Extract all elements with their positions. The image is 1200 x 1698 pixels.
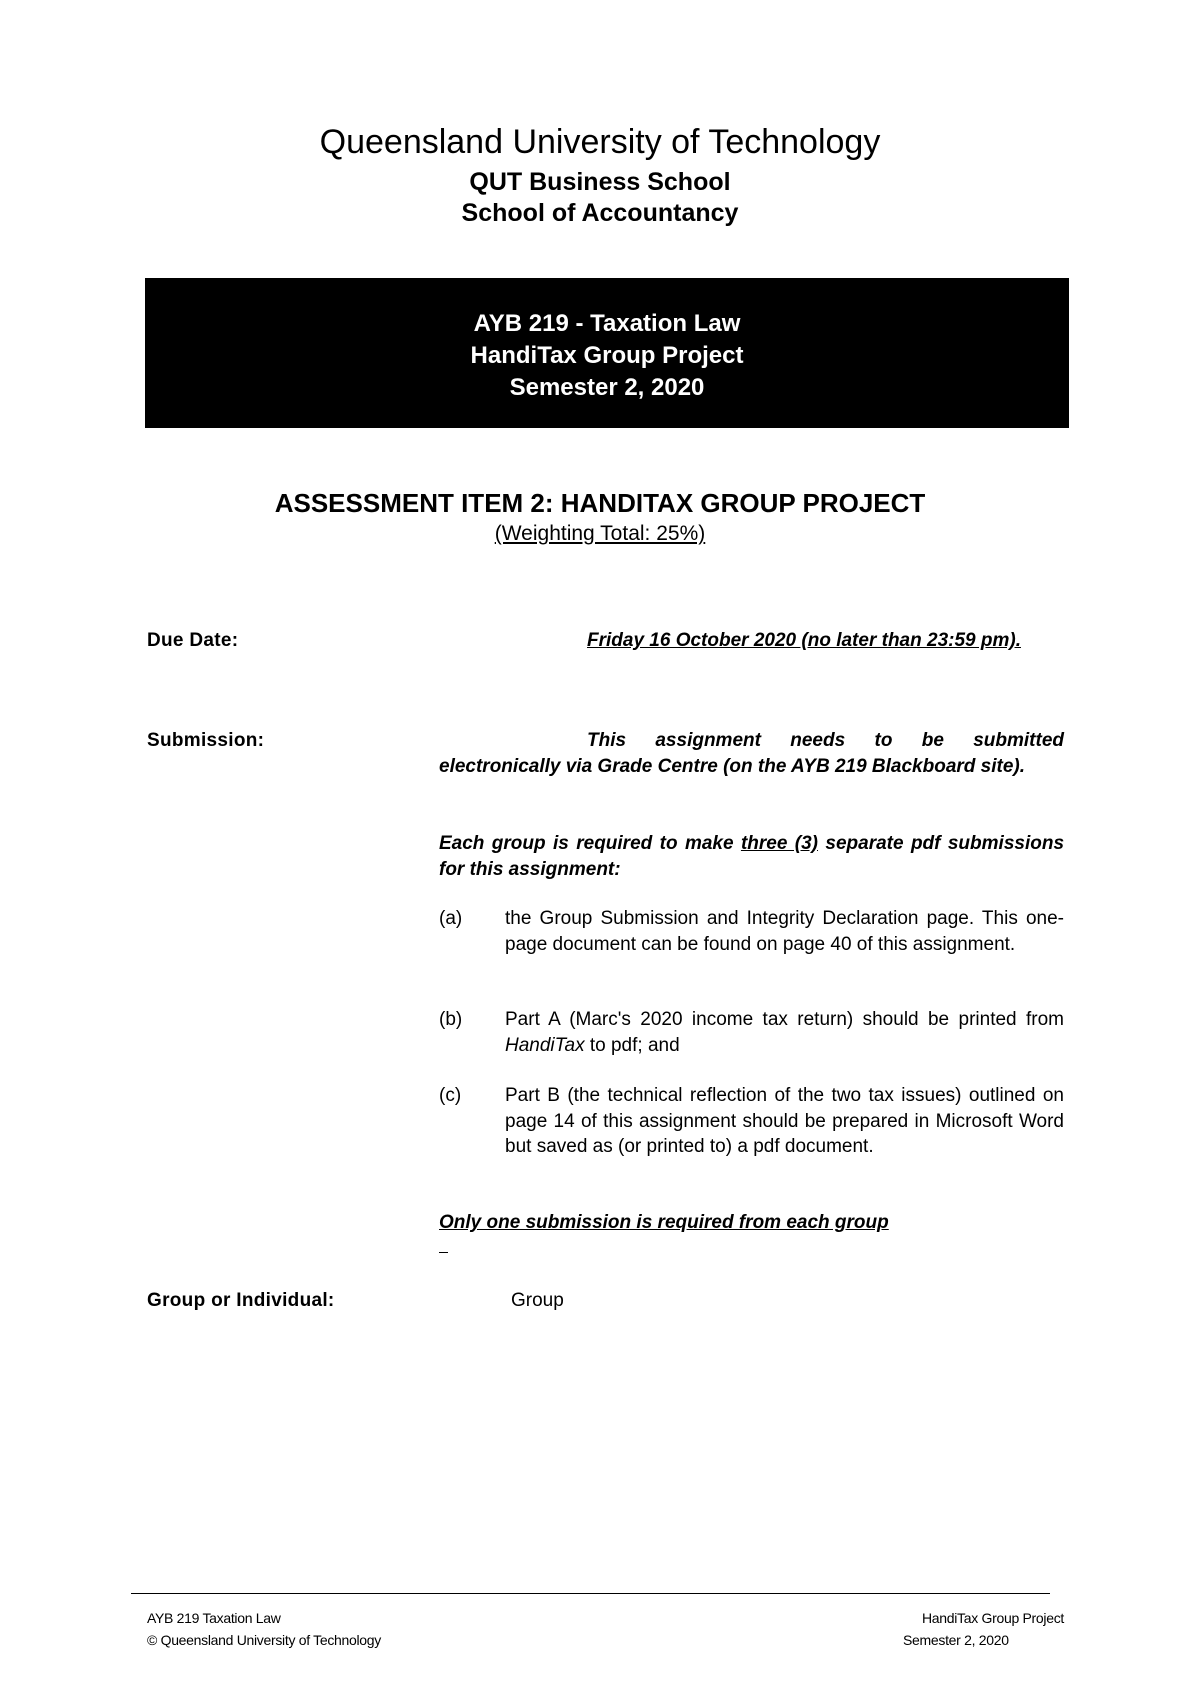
list-marker: (b) [439, 1009, 463, 1030]
school-name: QUT Business School [469, 168, 731, 196]
requirement-text-start: Each group is required to make [439, 833, 741, 854]
footer-right-line2: Semester 2, 2020 [903, 1632, 1009, 1648]
list-item-text [505, 1007, 1064, 1058]
submission-intro: This assignment needs to be submitted electronically via Grade Centre (on the AYB 219 Blackboard site). [439, 730, 1064, 777]
list-item [439, 1007, 1064, 1058]
university-title: Queensland University of Technology [319, 123, 881, 161]
footer-left-line2: © Queensland University of Technology [147, 1632, 381, 1648]
semester-title: Semester 2, 2020 [509, 374, 705, 401]
footer-right-line1: HandiTax Group Project [921, 1610, 1064, 1626]
list-item-text-end: to pdf; and [584, 1034, 680, 1056]
unit-banner [145, 278, 1069, 428]
list-marker: (a) [439, 908, 463, 929]
group-value: Group [511, 1290, 564, 1311]
department-name: School of Accountancy [461, 199, 739, 227]
submission-requirement [439, 831, 1064, 882]
unit-title: AYB 219 - Taxation Law [473, 310, 741, 337]
due-date-label: Due Date: [147, 630, 239, 651]
list-item-text: the Group Submission and Integrity Declaration page. This one-page document can be found on page 40 of this assignment. [505, 908, 1064, 955]
text-dash [439, 1252, 448, 1253]
list-item-text-start: Part A (Marc's 2020 income tax return) should be printed from [505, 1009, 1064, 1030]
list-item [439, 906, 1064, 957]
list-marker: (c) [439, 1085, 462, 1106]
footer-left-line1: AYB 219 Taxation Law [147, 1610, 281, 1626]
list-item-text: Part B (the technical reflection of the two tax issues) outlined on page 14 of this assignment should be prepared in Microsoft Word but saved as (or printed to) a pdf document. [505, 1085, 1064, 1157]
assessment-heading: ASSESSMENT ITEM 2: HANDITAX GROUP PROJECT [274, 488, 926, 518]
due-date-value: Friday 16 October 2020 (no later than 23:59 pm). [587, 630, 1021, 651]
requirement-count: three (3) [740, 833, 819, 854]
submission-label: Submission: [147, 730, 265, 751]
submission-note: Only one submission is required from each group [439, 1212, 889, 1233]
list-item [439, 1083, 1064, 1160]
weighting-text: (Weighting Total: 25%) [494, 522, 706, 545]
requirement-text-end: separate pdf submissions for this assignment: [439, 833, 1065, 880]
project-title: HandiTax Group Project [470, 342, 744, 369]
footer-divider [131, 1593, 1050, 1594]
group-label: Group or Individual: [147, 1290, 335, 1311]
software-name: HandiTax [505, 1034, 585, 1056]
